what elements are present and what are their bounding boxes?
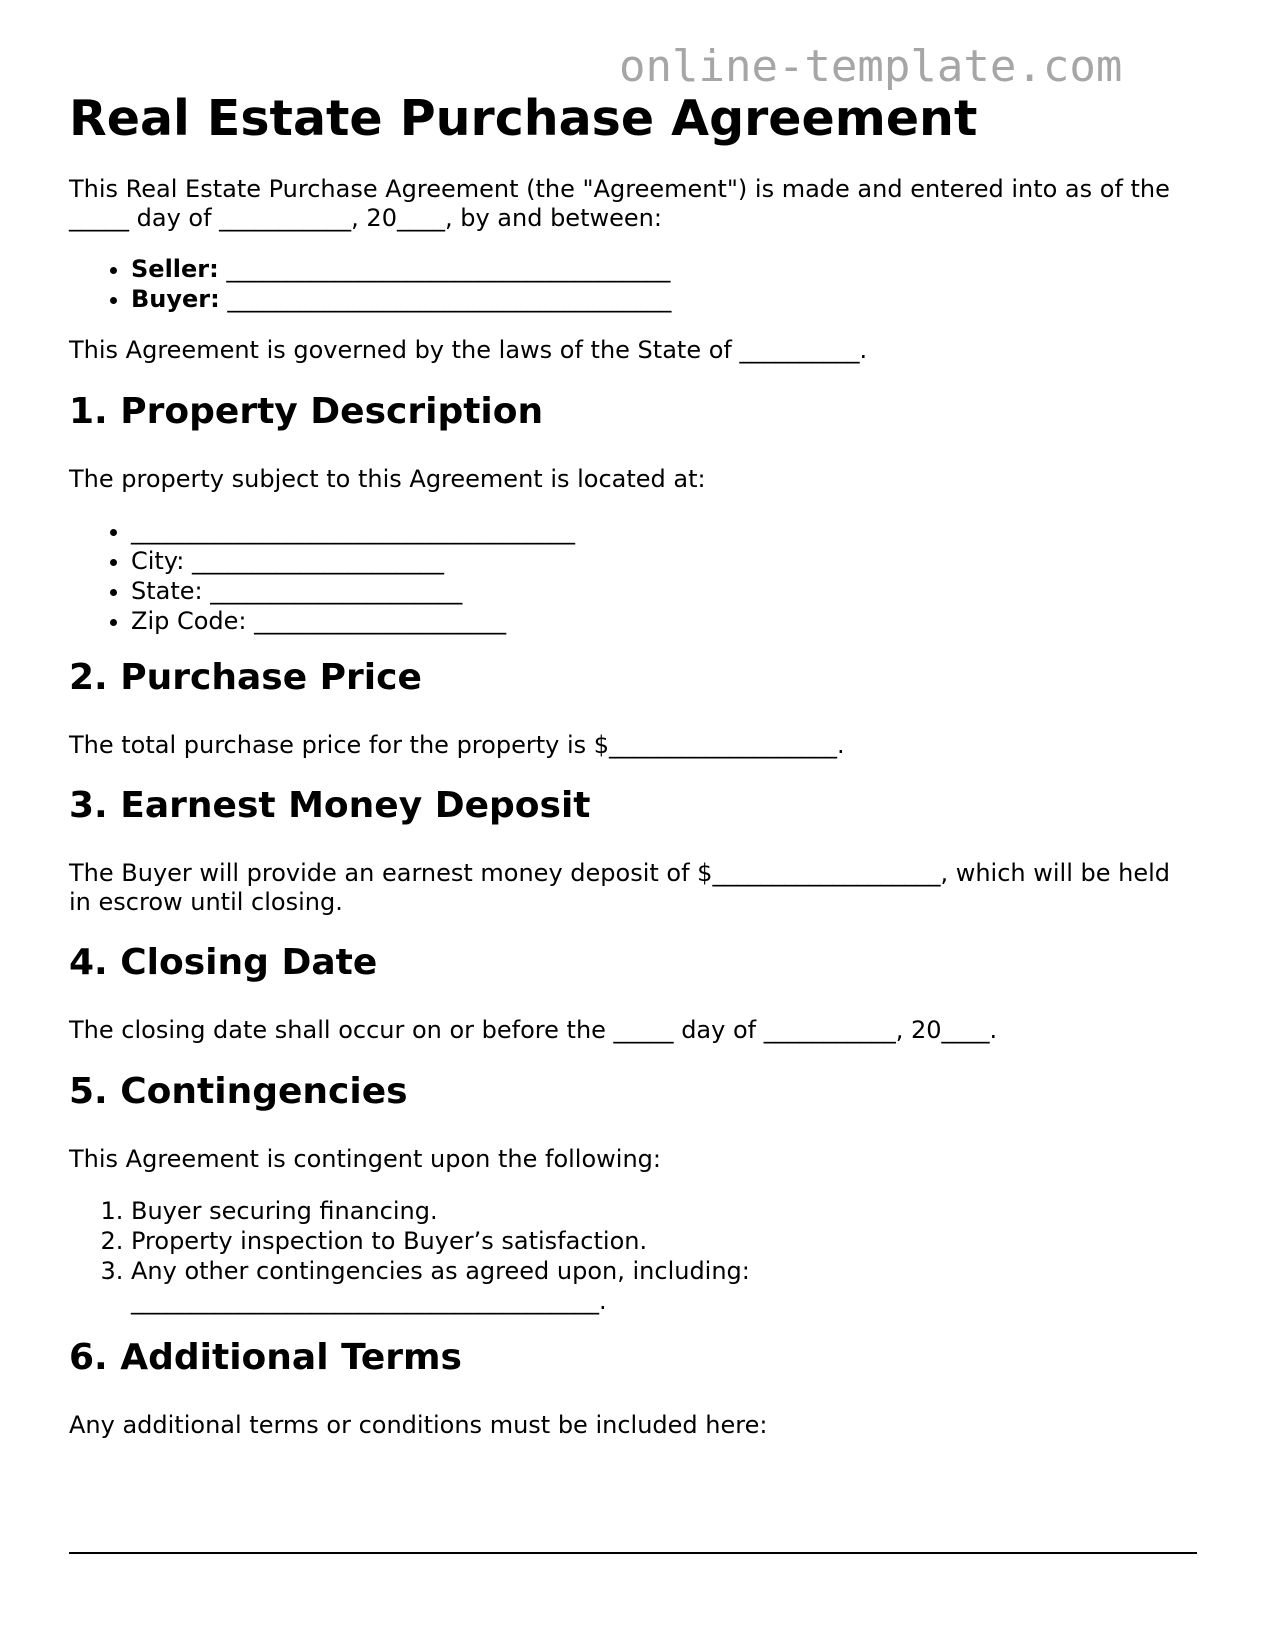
section-text: The total purchase price for the property is $___________________.	[69, 731, 845, 759]
section-text: Any additional terms or conditions must be included here:	[69, 1411, 768, 1439]
section-heading: 4. Closing Date	[69, 942, 378, 983]
seller-label: Seller:	[131, 255, 219, 283]
buyer-label: Buyer:	[131, 285, 220, 313]
intro-paragraph: This Real Estate Purchase Agreement (the "Agreement") is made and entered into as of the _____ day of ___________, 20____, by and between:	[69, 175, 1170, 232]
watermark: online-template.com	[619, 41, 1123, 92]
list-item	[131, 284, 1199, 314]
section-heading: 2. Purchase Price	[69, 657, 422, 698]
section-heading: 5. Contingencies	[69, 1071, 408, 1112]
governing-law-paragraph: This Agreement is governed by the laws of the State of __________.	[69, 336, 868, 364]
additional-terms-blank-line	[69, 1552, 1197, 1554]
page-title: Real Estate Purchase Agreement	[69, 90, 978, 147]
section-heading: 6. Additional Terms	[69, 1337, 462, 1378]
contingencies-list	[69, 1196, 1199, 1316]
list-item: • _____________________________________	[131, 516, 1199, 546]
list-item: 1. Buyer securing financing.	[131, 1196, 1199, 1226]
list-item	[131, 254, 1199, 284]
list-item: • State: _____________________	[131, 576, 1199, 606]
list-item: • City: _____________________	[131, 546, 1199, 576]
property-address-list	[69, 516, 1199, 636]
section-text: This Agreement is contingent upon the following:	[69, 1145, 661, 1173]
list-item: 3. Any other contingencies as agreed upon, including: _______________________________________.	[131, 1256, 811, 1316]
section-text: The Buyer will provide an earnest money deposit of $___________________, which will be held in escrow until closing.	[69, 859, 1171, 916]
list-item: 2. Property inspection to Buyer’s satisfaction.	[131, 1226, 1199, 1256]
section-heading: 1. Property Description	[69, 391, 544, 432]
parties-list	[69, 254, 1199, 314]
section-text: The closing date shall occur on or before the _____ day of ___________, 20____.	[69, 1016, 998, 1044]
seller-blank: _____________________________________	[226, 255, 671, 283]
section-text: The property subject to this Agreement is located at:	[69, 465, 706, 493]
list-item: • Zip Code: _____________________	[131, 606, 1199, 636]
section-heading: 3. Earnest Money Deposit	[69, 785, 591, 826]
buyer-blank: _____________________________________	[227, 285, 672, 313]
